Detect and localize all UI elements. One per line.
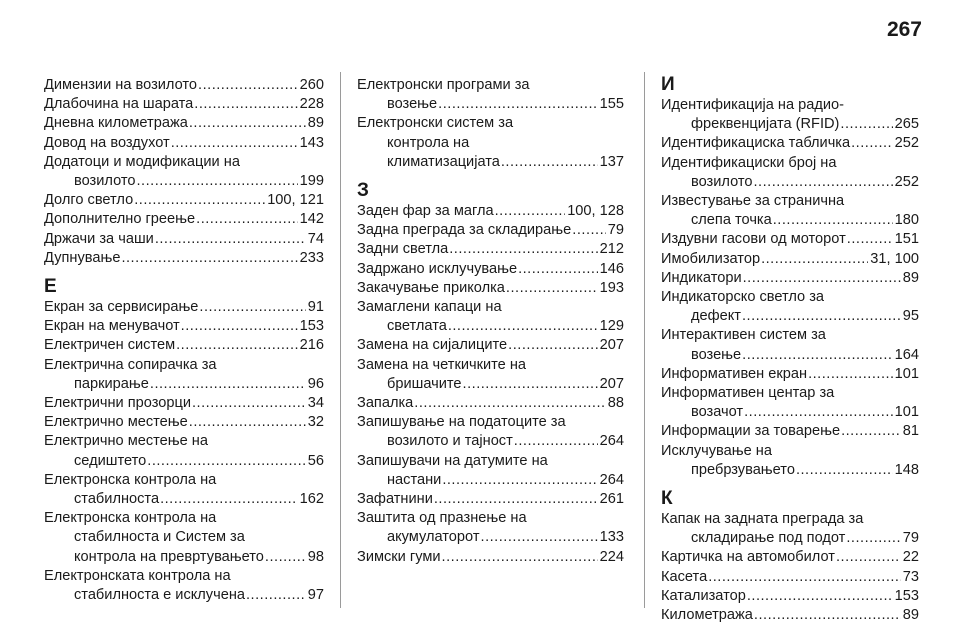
index-column-2 xyxy=(357,76,624,567)
index-entry-last-line xyxy=(661,548,919,567)
dot-leader xyxy=(851,134,893,153)
index-entry-text: контрола на xyxy=(387,134,470,151)
index-entry xyxy=(661,134,919,153)
dot-leader xyxy=(137,172,298,191)
dot-leader xyxy=(438,95,597,114)
index-entry-last-line xyxy=(357,432,624,451)
page-reference: 252 xyxy=(894,173,919,190)
dot-leader xyxy=(773,211,893,230)
page-reference: 32 xyxy=(307,414,324,431)
index-entry-text: Интерактивен систем за xyxy=(661,327,826,344)
index-entry-text: Индикатори xyxy=(661,269,742,286)
index-entry-last-line xyxy=(357,221,624,240)
index-entry xyxy=(357,298,624,336)
page-reference: 34 xyxy=(307,395,324,412)
index-entry-text: Електронската контрола на xyxy=(44,567,231,584)
index-entry-text: Информативен екран xyxy=(661,365,808,382)
page-reference: 89 xyxy=(307,115,324,132)
index-entry xyxy=(357,114,624,172)
index-entry-text: Држачи за чаши xyxy=(44,230,154,247)
index-entry xyxy=(44,230,324,249)
index-entry xyxy=(357,202,624,221)
index-letter-heading: З xyxy=(357,180,369,202)
index-column-3 xyxy=(661,76,919,625)
index-entry xyxy=(357,452,624,490)
index-entry-last-line xyxy=(661,211,919,230)
index-entry-text: Известување за странична xyxy=(661,193,845,210)
dot-leader xyxy=(518,260,598,279)
index-entry-text: Електронски систем за xyxy=(357,115,514,132)
index-entry xyxy=(661,365,919,384)
index-entry-last-line xyxy=(661,173,919,192)
index-entry-last-line xyxy=(357,240,624,259)
index-entry-text: Електронска контрола на xyxy=(44,510,217,527)
page-reference: 180 xyxy=(894,212,919,229)
index-entry-last-line xyxy=(44,172,324,191)
page-reference: 137 xyxy=(599,153,624,170)
index-entry xyxy=(44,249,324,268)
index-entry xyxy=(661,269,919,288)
index-entry-text: Информативен центар за xyxy=(661,385,835,402)
page-reference: 73 xyxy=(902,568,919,585)
index-entry xyxy=(357,76,624,114)
dot-leader xyxy=(181,317,298,336)
index-entry xyxy=(661,510,919,548)
dot-leader xyxy=(481,528,598,547)
index-entry xyxy=(44,432,324,470)
dot-leader xyxy=(501,153,598,172)
index-entry-text: Електрична сопирачка за xyxy=(44,356,217,373)
index-entry xyxy=(44,336,324,355)
dot-leader xyxy=(840,115,892,134)
index-entry-text: дефект xyxy=(691,308,741,325)
index-entry-last-line xyxy=(44,114,324,133)
index-entry-last-line xyxy=(44,191,324,210)
index-entry-last-line xyxy=(44,249,324,268)
page-reference: 79 xyxy=(902,530,919,547)
dot-leader xyxy=(189,114,306,133)
index-entry xyxy=(661,568,919,587)
index-letter-heading: Е xyxy=(44,276,57,298)
index-column-1 xyxy=(44,76,324,605)
index-entry-text: Екран на менувачот xyxy=(44,318,180,335)
index-entry-last-line xyxy=(661,269,919,288)
index-entry xyxy=(357,548,624,567)
index-entry-text: Електричен систем xyxy=(44,337,176,354)
index-entry-text: паркирање xyxy=(74,375,149,392)
page-reference: 228 xyxy=(299,96,324,113)
dot-leader xyxy=(442,548,598,567)
index-entry xyxy=(44,317,324,336)
dot-leader xyxy=(847,230,893,249)
dot-leader xyxy=(796,461,893,480)
index-entry-text: Долго светло xyxy=(44,192,134,209)
page-reference: 146 xyxy=(599,260,624,277)
index-entry-last-line xyxy=(44,134,324,153)
page-reference: 143 xyxy=(299,134,324,151)
index-entry-last-line xyxy=(661,250,919,269)
index-entry xyxy=(357,490,624,509)
index-entry-text: пребрзувањето xyxy=(691,461,795,478)
column-divider xyxy=(644,72,645,608)
index-entry-text: Закачување приколка xyxy=(357,279,505,296)
index-entry xyxy=(44,210,324,229)
page-reference: 100, 121 xyxy=(267,192,324,209)
index-entry-text: Замена на четкичките на xyxy=(357,356,527,373)
index-entry-last-line xyxy=(44,336,324,355)
index-entry xyxy=(44,509,324,567)
page-reference: 216 xyxy=(299,337,324,354)
dot-leader xyxy=(196,210,298,229)
index-entry-last-line xyxy=(661,134,919,153)
index-entry-last-line xyxy=(44,317,324,336)
page-reference: 96 xyxy=(307,375,324,392)
page-reference: 97 xyxy=(307,587,324,604)
index-entry xyxy=(44,298,324,317)
index-entry-text: Екран за сервисирање xyxy=(44,299,199,316)
index-entry-last-line xyxy=(661,568,919,587)
index-entry-text: Замена на сијалиците xyxy=(357,337,508,354)
index-entry-text: бришачите xyxy=(387,375,462,392)
index-entry xyxy=(44,76,324,95)
index-entry xyxy=(44,191,324,210)
index-entry-text: Електрични прозорци xyxy=(44,395,191,412)
index-entry-text: возење xyxy=(691,346,742,363)
page-reference: 207 xyxy=(599,337,624,354)
dot-leader xyxy=(743,269,901,288)
index-entry-text: Замаглени капаци на xyxy=(357,299,502,316)
page-reference: 129 xyxy=(599,318,624,335)
page-reference: 261 xyxy=(599,491,624,508)
index-entry xyxy=(357,336,624,355)
index-entry-text: возилото xyxy=(691,173,753,190)
index-letter-heading: К xyxy=(661,488,673,510)
index-entry-last-line xyxy=(661,346,919,365)
page-reference: 98 xyxy=(307,548,324,565)
dot-leader xyxy=(742,307,901,326)
index-entry-text: светлата xyxy=(387,318,447,335)
index-entry-last-line xyxy=(661,422,919,441)
index-entry-text: Задна преграда за складирање xyxy=(357,222,572,239)
page-reference: 79 xyxy=(607,222,624,239)
page-reference: 265 xyxy=(894,116,919,133)
index-entry-text: Димензии на возилото xyxy=(44,77,198,93)
index-entry-text: Дупнување xyxy=(44,249,121,266)
page-reference: 91 xyxy=(307,299,324,316)
index-entry-text: Запишувачи на датумите на xyxy=(357,452,548,469)
index-entry-last-line xyxy=(44,375,324,394)
index-entry-last-line xyxy=(44,394,324,413)
page-reference: 264 xyxy=(599,433,624,450)
page-reference: 153 xyxy=(894,587,919,604)
index-entry-last-line xyxy=(357,202,624,221)
index-entry-last-line xyxy=(357,279,624,298)
index-entry-text: стабилноста е исклучена xyxy=(74,587,245,604)
dot-leader xyxy=(514,432,598,451)
page-reference: 88 xyxy=(607,395,624,412)
index-entry xyxy=(357,279,624,298)
index-entry xyxy=(357,356,624,394)
index-entry-last-line xyxy=(44,298,324,317)
column-divider xyxy=(340,72,341,608)
index-entry xyxy=(661,96,919,134)
index-entry-text: Електронска контрола на xyxy=(44,471,217,488)
index-entry-text: Индикаторско светло за xyxy=(661,289,825,306)
index-entry-last-line xyxy=(661,307,919,326)
index-entry-last-line xyxy=(661,587,919,606)
page-reference: 142 xyxy=(299,211,324,228)
index-entry-text: Капак на задната преграда за xyxy=(661,511,864,528)
page-reference: 56 xyxy=(307,452,324,469)
page-reference: 89 xyxy=(902,607,919,624)
index-entry-text: Запалка xyxy=(357,395,414,412)
index-entry-text: Исклучување на xyxy=(661,442,772,459)
index-entry xyxy=(661,384,919,422)
index-entry xyxy=(661,326,919,364)
dot-leader xyxy=(199,298,305,317)
page-reference: 101 xyxy=(894,404,919,421)
index-entry-last-line xyxy=(661,461,919,480)
dot-leader xyxy=(265,548,306,567)
index-entry xyxy=(661,587,919,606)
index-entry xyxy=(357,413,624,451)
index-entry-last-line xyxy=(357,260,624,279)
dot-leader xyxy=(836,548,901,567)
dot-leader xyxy=(176,336,298,355)
index-entry-text: слепа точка xyxy=(691,212,772,229)
index-entry xyxy=(44,413,324,432)
page-reference: 133 xyxy=(599,529,624,546)
index-entry xyxy=(661,422,919,441)
index-entry-text: Зафатнини xyxy=(357,491,433,508)
index-entry xyxy=(661,250,919,269)
index-entry-text: Длабочина на шарата xyxy=(44,96,194,113)
index-entry-last-line xyxy=(661,403,919,422)
index-entry xyxy=(44,153,324,191)
dot-leader xyxy=(506,279,598,298)
dot-leader xyxy=(121,249,297,268)
index-entry-last-line xyxy=(44,490,324,509)
page-reference: 74 xyxy=(307,230,324,247)
index-entry-last-line xyxy=(661,230,919,249)
index-entry-last-line xyxy=(44,76,324,95)
page-reference: 252 xyxy=(894,135,919,152)
dot-leader xyxy=(449,240,597,259)
dot-leader xyxy=(434,490,598,509)
index-entry xyxy=(661,548,919,567)
index-entry-text: Задржано исклучување xyxy=(357,260,518,277)
index-entry-text: Довод на воздухот xyxy=(44,134,170,151)
dot-leader xyxy=(160,490,298,509)
dot-leader xyxy=(754,173,893,192)
index-entry-last-line xyxy=(357,548,624,567)
index-letter-heading: И xyxy=(661,74,675,95)
index-entry-text: Зимски гуми xyxy=(357,548,441,565)
page-reference: 31, 100 xyxy=(870,250,919,267)
dot-leader xyxy=(442,471,597,490)
page-reference: 95 xyxy=(902,308,919,325)
index-entry-text: Касета xyxy=(661,568,708,585)
index-entry-last-line xyxy=(661,606,919,625)
index-entry xyxy=(44,114,324,133)
dot-leader xyxy=(463,375,598,394)
index-entry-text: возачот xyxy=(691,404,744,421)
index-entry-last-line xyxy=(44,586,324,605)
page-reference: 153 xyxy=(299,318,324,335)
index-entry-text: Информации за товарење xyxy=(661,423,841,440)
index-entry xyxy=(44,95,324,114)
index-entry-text: Заштита од празнење на xyxy=(357,510,527,527)
index-entry-text: климатизацијата xyxy=(387,153,500,170)
dot-leader xyxy=(171,134,298,153)
index-entry-text: Идентификациски број на xyxy=(661,154,837,171)
page-reference: 212 xyxy=(599,241,624,258)
dot-leader xyxy=(846,529,900,548)
index-entry-text: Идентификациска табличка xyxy=(661,135,851,152)
dot-leader xyxy=(198,76,298,95)
index-entry-last-line xyxy=(44,548,324,567)
index-entry-last-line xyxy=(357,95,624,114)
index-entry-last-line xyxy=(44,230,324,249)
dot-leader xyxy=(134,191,265,210)
index-entry-text: Дневна километража xyxy=(44,115,188,132)
index-entry-text: Катализатор xyxy=(661,587,746,604)
page-reference: 101 xyxy=(894,365,919,382)
page-reference: 233 xyxy=(299,249,324,266)
dot-leader xyxy=(761,250,868,269)
index-entry-text: Задни светла xyxy=(357,241,449,258)
page-reference: 199 xyxy=(299,173,324,190)
index-entry-last-line xyxy=(357,336,624,355)
dot-leader xyxy=(414,394,605,413)
index-entry xyxy=(357,260,624,279)
page-reference: 260 xyxy=(299,77,324,93)
index-entry-text: Електрично местење xyxy=(44,414,188,431)
index-entry xyxy=(44,356,324,394)
index-entry-text: складирање под подот xyxy=(691,530,846,547)
page-reference: 264 xyxy=(599,471,624,488)
dot-leader xyxy=(572,221,605,240)
dot-leader xyxy=(448,317,598,336)
index-entry-text: Заден фар за магла xyxy=(357,203,494,220)
index-entry-text: контрола на превртувањето xyxy=(74,548,264,565)
index-entry xyxy=(44,394,324,413)
index-entry-text: седиштето xyxy=(74,452,147,469)
dot-leader xyxy=(508,336,597,355)
dot-leader xyxy=(742,346,892,365)
dot-leader xyxy=(194,95,297,114)
page-reference: 81 xyxy=(902,423,919,440)
index-entry xyxy=(661,230,919,249)
dot-leader xyxy=(246,586,306,605)
index-entry xyxy=(661,192,919,230)
index-entry-text: Картичка на автомобилот xyxy=(661,549,835,566)
index-entry xyxy=(44,471,324,509)
index-entry-text: акумулаторот xyxy=(387,529,480,546)
dot-leader xyxy=(841,422,901,441)
page-reference: 151 xyxy=(894,231,919,248)
dot-leader xyxy=(150,375,306,394)
dot-leader xyxy=(747,587,893,606)
index-entry-last-line xyxy=(661,115,919,134)
page-reference: 89 xyxy=(902,269,919,286)
index-entry xyxy=(661,154,919,192)
page-reference: 224 xyxy=(599,548,624,565)
page-reference: 207 xyxy=(599,375,624,392)
index-entry xyxy=(44,567,324,605)
index-entry-last-line xyxy=(357,375,624,394)
dot-leader xyxy=(708,568,901,587)
index-entry-last-line xyxy=(357,153,624,172)
index-entry-text: Дополнително греење xyxy=(44,211,196,228)
index-entry-text: Идентификација на радио- xyxy=(661,97,845,113)
index-entry-text: Електронски програми за xyxy=(357,77,530,93)
dot-leader xyxy=(147,452,306,471)
dot-leader xyxy=(495,202,566,221)
index-entry-last-line xyxy=(44,95,324,114)
dot-leader xyxy=(744,403,893,422)
dot-leader xyxy=(155,230,306,249)
index-entry-last-line xyxy=(357,528,624,547)
page-reference: 164 xyxy=(894,346,919,363)
index-entry-last-line xyxy=(661,529,919,548)
index-entry xyxy=(357,394,624,413)
index-entry xyxy=(357,240,624,259)
dot-leader xyxy=(754,606,901,625)
page-reference: 162 xyxy=(299,491,324,508)
index-entry-text: возење xyxy=(387,96,438,113)
index-entry xyxy=(661,606,919,625)
index-entry xyxy=(661,442,919,480)
dot-leader xyxy=(192,394,306,413)
index-entry-last-line xyxy=(357,394,624,413)
index-entry-text: настани xyxy=(387,471,442,488)
index-entry-text: стабилноста xyxy=(74,491,160,508)
index-entry-text: Додатоци и модификации на xyxy=(44,153,240,170)
page-reference: 155 xyxy=(599,96,624,113)
index-entry-text: возилото и тајност xyxy=(387,433,513,450)
index-entry-last-line xyxy=(357,317,624,336)
page-reference: 148 xyxy=(894,461,919,478)
index-entry xyxy=(661,288,919,326)
dot-leader xyxy=(808,365,893,384)
index-entry-last-line xyxy=(44,210,324,229)
dot-leader xyxy=(189,413,306,432)
page-reference: 22 xyxy=(902,549,919,566)
index-entry-text: фреквенцијата (RFID) xyxy=(691,116,840,133)
index-entry-text: Километража xyxy=(661,607,753,624)
index-entry-last-line xyxy=(44,452,324,471)
index-entry xyxy=(357,509,624,547)
index-entry-text: Издувни гасови од моторот xyxy=(661,231,846,248)
index-entry xyxy=(44,134,324,153)
index-entry-last-line xyxy=(357,471,624,490)
index-entry-last-line xyxy=(44,413,324,432)
index-entry-text: стабилноста и Систем за xyxy=(74,529,245,546)
index-entry-text: Електрично местење на xyxy=(44,433,208,450)
page-reference: 100, 128 xyxy=(567,203,624,220)
index-entry-last-line xyxy=(357,490,624,509)
index-entry-text: Запишување на податоците за xyxy=(357,414,566,431)
index-entry-last-line xyxy=(661,365,919,384)
index-entry-text: возилото xyxy=(74,173,136,190)
index-entry-text: Имобилизатор xyxy=(661,250,761,267)
page-number: 267 xyxy=(886,18,922,41)
index-entry xyxy=(357,221,624,240)
page-reference: 193 xyxy=(599,279,624,296)
